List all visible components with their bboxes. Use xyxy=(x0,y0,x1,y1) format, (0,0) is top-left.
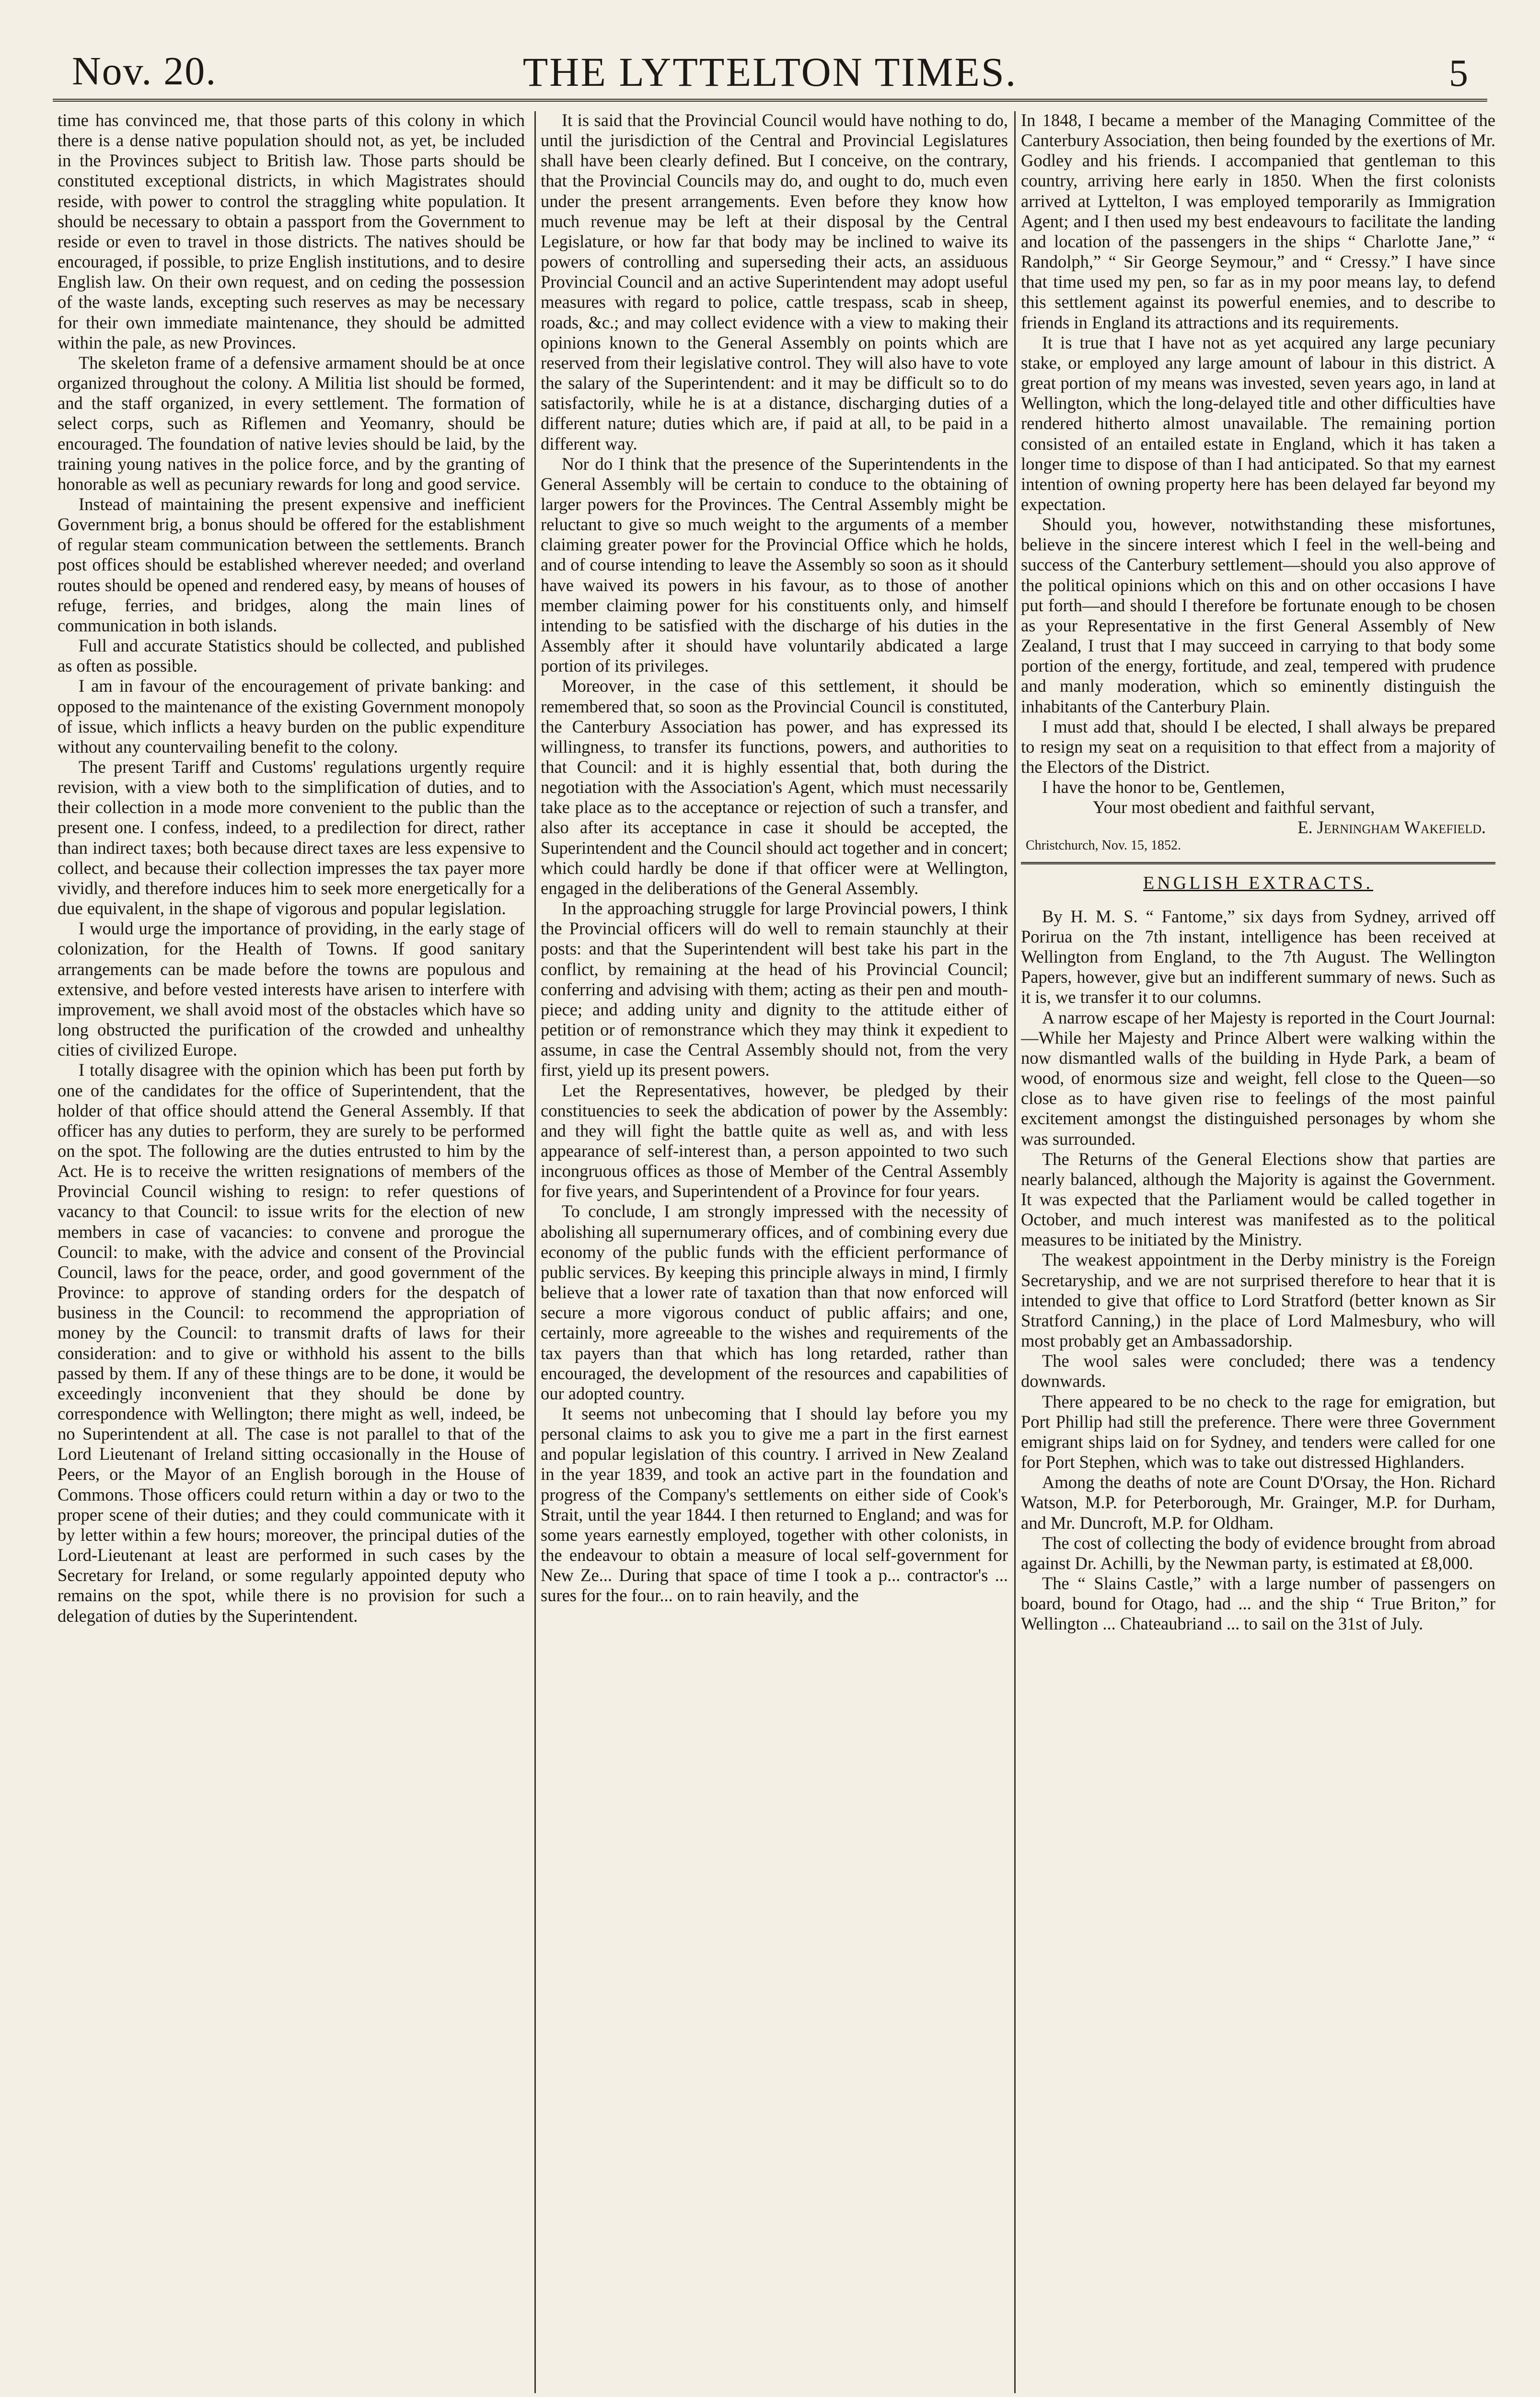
article-paragraph: The skeleton frame of a defensive armament should be at once organized throughout the colony. A Militia list should be formed, and the staff organized, in every settlement. The formation of select corps, such as Riflemen and Yeomanry, should be encouraged. The foundation of native levies should be laid, by the training young natives in the police force, and by the granting of honorable as well as pecuniary rewards for long and good service. xyxy=(58,352,525,494)
news-paragraph: Among the deaths of note are Count D'Orsay, the Hon. Richard Watson, M.P. for Peterborough, Mr. Grainger, M.P. for Durham, and Mr. Duncroft, M.P. for Oldham. xyxy=(1021,1472,1495,1533)
masthead-rule xyxy=(53,99,1487,102)
article-paragraph: It is said that the Provincial Council would have nothing to do, until the jurisdiction of the Central and Provincial Legislatures shall have been clearly defined. But I conceive, on the contrary, that the Provincial Councils may do, and ought to do, much even under the present arrangements. Even before they know how much revenue may be left at their disposal by the Central Legislature, or how far that body may be inclined to waive its powers of controlling and superseding their acts, an assiduous Provincial Council and an active Superintendent may adopt useful measures with regard to police, cattle trespass, scab in sheep, roads, &c.; and may collect evidence with a view to making their opinions known to the General Assembly on points which are reserved from their legislative control. They will also have to vote the salary of the Superintendent: and it may be difficult so to do satisfactorily, while he is at a distance, discharging duties of a different nature; duties which are, if paid at all, to be paid in a different way. xyxy=(541,110,1008,454)
issue-date: Nov. 20. xyxy=(72,49,217,93)
article-paragraph: time has convinced me, that those parts of this colony in which there is a dense native population should not, as yet, be included in the Provinces subject to British law. Those parts should be constituted exceptional districts, in which Magistrates should reside, with power to control the straggling white population. It should be necessary to obtain a passport from the Government to reside or even to travel in those districts. The natives should be encouraged, if possible, to prize English institutions, and to desire English law. On their own request, and on ceding the possession of the waste lands, excepting such reserves as may be necessary for their own immediate maintenance, they should be admitted within the pale, as new Provinces. xyxy=(58,110,525,352)
article-paragraph: In 1848, I became a member of the Managing Committee of the Canterbury Association, then being founded by the exertions of Mr. Godley and his friends. I accompanied that gentleman to this country, arriving here early in 1850. When the first colonists arrived at Lyttelton, I was employed temporarily as Immigration Agent; and I then used my best endeavours to facilitate the landing and location of the passengers in the ships “ Charlotte Jane,” “ Randolph,” “ Sir George Seymour,” and “ Cressy.” I have since that time used my pen, so far as in my poor means lay, to defend this settlement against its powerful enemies, and to describe to friends in England its attractions and its requirements. xyxy=(1021,110,1495,332)
news-paragraph: A narrow escape of her Majesty is reported in the Court Journal:—While her Majesty and Prince Albert were walking within the now dismantled walls of the building in Hyde Park, a beam of wood, of enormous size and weight, fell close to the Queen—so close as to have given rise to feelings of the most painful excitement amongst the distinguished personages by whom she was surrounded. xyxy=(1021,1007,1495,1149)
section-rule xyxy=(1021,862,1495,864)
section-heading: ENGLISH EXTRACTS. xyxy=(1143,873,1373,893)
letter-signature: E. Jerningham Wakefield. xyxy=(1297,817,1486,838)
article-paragraph: I would urge the importance of providing, in the early stage of colonization, for the Health of Towns. If good sanitary arrangements can be made before the towns are populous and extensive, and before vested interests have arisen to interfere with improvement, we shall avoid most of the obstacles which have so long obstructed the purification of the crowded and unhealthy cities of civilized Europe. xyxy=(58,919,525,1060)
column-rule xyxy=(534,111,536,2393)
page-number: 5 xyxy=(1449,52,1468,94)
column-rule xyxy=(1014,111,1016,2393)
news-paragraph: The wool sales were concluded; there was a tendency downwards. xyxy=(1021,1351,1495,1391)
article-paragraph: Full and accurate Statistics should be collected, and published as often as possible. xyxy=(58,636,525,676)
article-paragraph: I am in favour of the encouragement of private banking: and opposed to the maintenance of the existing Government monopoly of issue, which inflicts a heavy burden on the public expenditure without any countervailing benefit to the colony. xyxy=(58,676,525,756)
newspaper-title: THE LYTTELTON TIMES. xyxy=(522,49,1018,95)
article-paragraph: In the approaching struggle for large Provincial powers, I think the Provincial officers will do well to remain staunchly at their posts: and that the Superintendent will best take his part in the conflict, by remaining at the head of his Provincial Council; conferring and advising with them; acting as their pen and mouth-piece; and adding unity and dignity to the attitude either of petition or of remonstrance which they may think it expedient to assume, in case the Central Assembly should not, from the very first, yield up its present powers. xyxy=(541,898,1008,1080)
article-paragraph: Moreover, in the case of this settlement, it should be remembered that, so soon as the Provincial Council is constituted, the Canterbury Association has power, and has expressed its willingness, to transfer its functions, powers, and authorities to that Council: and it is highly essential that, both during the negotiation with the Association's Agent, which must necessarily take place as to the acceptance or rejection of such a transfer, and also after its acceptance in case it should be accepted, the Superintendent and the Council should act together and in concert; which could hardly be done if that officer were at Wellington, engaged in the deliberations of the General Assembly. xyxy=(541,676,1008,898)
news-paragraph: There appeared to be no check to the rage for emigration, but Port Phillip had still the preference. There were three Government emigrant ships laid on for Sydney, and tenders were called for one for Port Stephen, which was to take out distressed Highlanders. xyxy=(1021,1391,1495,1472)
article-paragraph: It is true that I have not as yet acquired any large pecuniary stake, or employed any large amount of labour in this district. A great portion of my means was invested, seven years ago, in land at Wellington, which the long-delayed title and other difficulties have rendered hitherto almost unavailable. The remaining portion consisted of an entailed estate in England, which it has taken a longer time to dispose of than I had anticipated. So that my earnest intention of owning property here has been delayed far beyond my expectation. xyxy=(1021,332,1495,514)
article-paragraph: I totally disagree with the opinion which has been put forth by one of the candidates for the office of Superintendent, that the holder of that office should attend the General Assembly. If that officer has any duties to perform, they are surely to be performed on the spot. The following are the duties entrusted to him by the Act. He is to receive the written resignations of members of the Provincial Council wishing to resign: to refer questions of vacancy to that Council: to issue writs for the election of new members in case of vacancies: to convene and prorogue the Council: to make, with the advice and consent of the Provincial Council, laws for the peace, order, and good government of the Province: to approve of standing orders for the despatch of business in the Council: to recommend the appropriation of money by the Council: to transmit drafts of laws for their consideration: and to give or withhold his assent to the bills passed by them. If any of these things are to be done, it would be exceedingly inconvenient that they should be done by correspondence with Wellington; there might as well, indeed, be no Superintendent at all. The case is not parallel to that of the Lord Lieutenant of Ireland sitting occasionally in the House of Peers, or the Mayor of an English borough in the House of Commons. Those officers could return within a day or two to the proper scene of their duties; and they could communicate with it by letter within a few hours; moreover, the principal duties of the Lord-Lieutenant at least are performed in such cases by the Secretary for Ireland, or some regularly appointed deputy who remains on the spot, while there is no provision for such a delegation of duties by the Superintendent. xyxy=(58,1060,525,1626)
news-paragraph: The weakest appointment in the Derby ministry is the Foreign Secretaryship, and we are not surprised therefore to hear that it is intended to give that office to Lord Stratford (better known as Sir Stratford Canning,) in the place of Lord Malmesbury, who will most probably get an Ambassadorship. xyxy=(1021,1250,1495,1351)
article-paragraph: I must add that, should I be elected, I shall always be prepared to resign my seat on a requisition to that effect from a majority of the Electors of the District. xyxy=(1021,716,1495,777)
article-paragraph: To conclude, I am strongly impressed with the necessity of abolishing all supernumerary offices, and of combining every due economy of the public funds with the efficient performance of public services. By keeping this principle always in mind, I firmly believe that a lower rate of taxation than that now enforced will secure a more vigorous conduct of public affairs; and one, certainly, more agreeable to the wishes and requirements of the tax payers than that which has long retarded, rather than encouraged, the development of the resources and capabilities of our adopted country. xyxy=(541,1201,1008,1403)
article-paragraph: Nor do I think that the presence of the Superintendents in the General Assembly will be certain to conduce to the obtaining of larger powers for the Provinces. The Central Assembly might be reluctant to give so much weight to the arguments of a member claiming greater power for the Provincial Office which he holds, and of course intending to leave the Assembly so soon as it should have waived its powers in his favour, as to those of another member claiming power for his constituents only, and himself intending to be satisfied with the discharge of his duties in the Assembly after it should have voluntarily abdicated a large portion of its privileges. xyxy=(541,454,1008,676)
article-paragraph: It seems not unbecoming that I should lay before you my personal claims to ask you to give me a part in the first earnest and popular legislation of this country. I arrived in New Zealand in the year 1839, and took an active part in the foundation and progress of the Company's settlements on either side of Cook's Strait, until the year 1844. I then returned to England; and was for some years earnestly employed, together with other colonists, in the endeavour to obtain a measure of local self-government for New Ze... During that space of time I took a p... contractor's ... sures for the four... on to rain heavily, and the xyxy=(541,1404,1008,1606)
news-paragraph: The Returns of the General Elections show that parties are nearly balanced, although the Majority is against the Government. It was expected that the Parliament would be called together in October, and much interest was manifested as to the political measures to be initiated by the Ministry. xyxy=(1021,1149,1495,1250)
column-1 xyxy=(58,110,525,2393)
column-2 xyxy=(541,110,1008,2393)
news-paragraph: The “ Slains Castle,” with a large number of passengers on board, bound for Otago, had ... and the ship “ True Briton,” for Wellington ... Chateaubriand ... to sail on the 31st of July. xyxy=(1021,1573,1495,1634)
article-paragraph: Instead of maintaining the present expensive and inefficient Government brig, a bonus should be offered for the establishment of regular steam communication between the settlements. Branch post offices should be established wherever needed; and overland routes should be opened and rendered easy, by means of houses of refuge, ferries, and bridges, along the main lines of communication in both islands. xyxy=(58,494,525,635)
article-paragraph: Let the Representatives, however, be pledged by their constituencies to seek the abdication of power by the Assembly: and they will fight the battle quite as well as, and with less appearance of self-interest than, a person appointed to two such incongruous offices as those of Member of the Central Assembly for five years, and Superintendent of a Province for four years. xyxy=(541,1080,1008,1201)
article-paragraph: Should you, however, notwithstanding these misfortunes, believe in the sincere interest which I feel in the well-being and success of the Canterbury settlement—should you also approve of the political opinions which on this and on other occasions I have put forth—and should I therefore be fortunate enough to be chosen as your Representative in the first General Assembly of New Zealand, I trust that I may succeed in carrying to that body some portion of the energy, fortitude, and zeal, tempered with prudence and manly moderation, which so eminently distinguish the inhabitants of the Canterbury Plain. xyxy=(1021,514,1495,716)
letter-place-date: Christchurch, Nov. 15, 1852. xyxy=(1026,838,1181,853)
news-paragraph: The cost of collecting the body of evidence brought from abroad against Dr. Achilli, by the Newman party, is estimated at £8,000. xyxy=(1021,1533,1495,1573)
news-paragraph: By H. M. S. “ Fantome,” six days from Sydney, arrived off Porirua on the 7th instant, intelligence has been received at Wellington from England, to the 7th August. The Wellington Papers, however, give but an indifferent summary of news. Such as it is, we transfer it to our columns. xyxy=(1021,906,1495,1007)
column-3 xyxy=(1021,110,1495,2393)
article-paragraph: The present Tariff and Customs' regulations urgently require revision, with a view both to the simplification of duties, and to their collection in a mode more convenient to the public than the present one. I confess, indeed, to a predilection for direct, rather than indirect taxes; both because direct taxes are less expensive to collect, and because their collection impresses the tax payer more vividly, and therefore induces him to seek more energetically for a due equivalent, in the shape of vigorous and popular legislation. xyxy=(58,757,525,919)
letter-valediction: Your most obedient and faithful servant, xyxy=(1093,797,1375,817)
letter-salutation: I have the honor to be, Gentlemen, xyxy=(1042,777,1285,797)
